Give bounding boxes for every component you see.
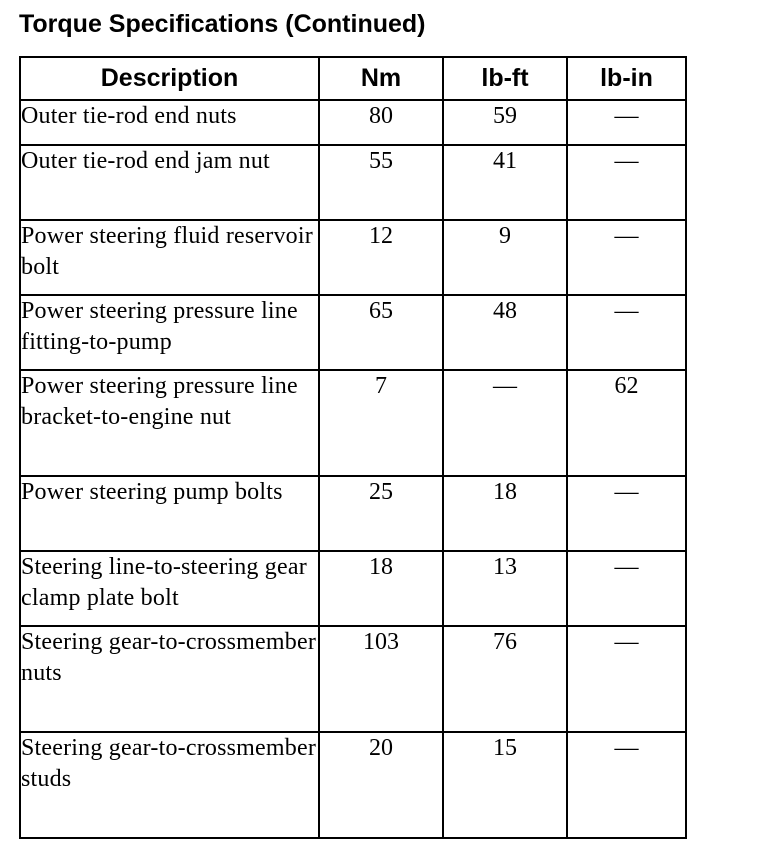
row-nm-value: 65 — [319, 295, 443, 370]
row-nm-value: 80 — [319, 100, 443, 145]
table-row — [20, 551, 686, 626]
row-lbft-value: 59 — [443, 100, 567, 145]
row-nm-value: 20 — [319, 732, 443, 838]
table-row — [20, 100, 686, 145]
row-nm-value: 25 — [319, 476, 443, 551]
row-lbin-value: — — [567, 551, 686, 626]
row-description: Power steering pressure line bracket-to-engine nut — [20, 370, 319, 476]
row-description: Power steering pump bolts — [20, 476, 319, 551]
table-row — [20, 732, 686, 838]
row-lbin-value: — — [567, 295, 686, 370]
row-description: Steering gear-to-crossmember nuts — [20, 626, 319, 732]
row-description: Outer tie-rod end nuts — [20, 100, 319, 145]
row-lbin-value: — — [567, 476, 686, 551]
row-description: Steering gear-to-crossmember studs — [20, 732, 319, 838]
row-lbin-value: 62 — [567, 370, 686, 476]
row-lbin-value: — — [567, 732, 686, 838]
row-lbft-value: 18 — [443, 476, 567, 551]
row-lbft-value: 15 — [443, 732, 567, 838]
row-lbin-value: — — [567, 220, 686, 295]
page-title: Torque Specifications (Continued) — [19, 10, 426, 38]
row-lbft-value: — — [443, 370, 567, 476]
row-lbft-value: 48 — [443, 295, 567, 370]
torque-spec-table — [19, 56, 687, 839]
table-row — [20, 626, 686, 732]
row-lbft-value: 41 — [443, 145, 567, 220]
row-description: Outer tie-rod end jam nut — [20, 145, 319, 220]
table-header-row — [20, 57, 686, 100]
row-nm-value: 7 — [319, 370, 443, 476]
row-lbin-value: — — [567, 626, 686, 732]
row-nm-value: 18 — [319, 551, 443, 626]
header-description: Description — [20, 57, 319, 100]
row-nm-value: 55 — [319, 145, 443, 220]
table-row — [20, 145, 686, 220]
row-lbft-value: 13 — [443, 551, 567, 626]
row-lbin-value: — — [567, 145, 686, 220]
header-lbin: lb-in — [567, 57, 686, 100]
table-row — [20, 476, 686, 551]
row-lbin-value: — — [567, 100, 686, 145]
row-description: Power steering pressure line fitting-to-pump — [20, 295, 319, 370]
row-lbft-value: 76 — [443, 626, 567, 732]
table-row — [20, 370, 686, 476]
row-description: Steering line-to-steering gear clamp plate bolt — [20, 551, 319, 626]
table-row — [20, 295, 686, 370]
header-lbft: lb-ft — [443, 57, 567, 100]
table-row — [20, 220, 686, 295]
row-nm-value: 12 — [319, 220, 443, 295]
header-nm: Nm — [319, 57, 443, 100]
row-description: Power steering fluid reservoir bolt — [20, 220, 319, 295]
row-lbft-value: 9 — [443, 220, 567, 295]
row-nm-value: 103 — [319, 626, 443, 732]
